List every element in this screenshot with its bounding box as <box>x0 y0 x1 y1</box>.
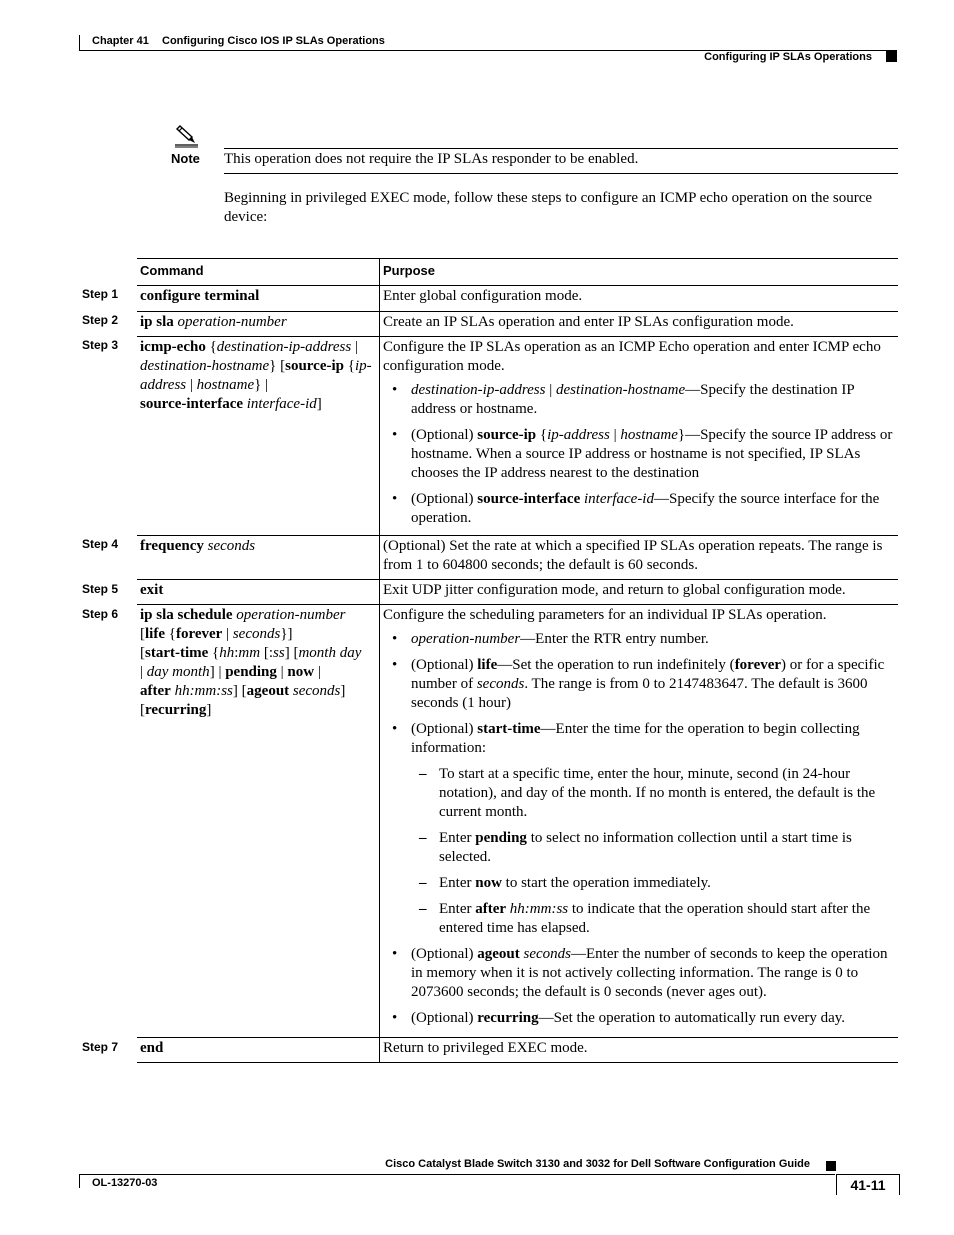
brace: { <box>539 427 548 443</box>
optional: (Optional) <box>411 721 474 737</box>
kw: source-interface <box>477 491 581 507</box>
optional: (Optional) <box>411 946 474 962</box>
arg: seconds <box>232 626 281 642</box>
cmd-brace: } <box>254 377 262 393</box>
command-text: end <box>140 1040 164 1056</box>
kw: source-ip <box>477 427 537 443</box>
sub-list-item <box>411 829 895 867</box>
kw: ageout <box>477 946 520 962</box>
desc: to indicate that the operation should start after the entered time has elapsed. <box>439 901 871 936</box>
cmd-arg: interface-id <box>246 396 317 412</box>
sub-list <box>411 765 895 938</box>
list-item <box>383 490 895 528</box>
purpose-cell: Enter global configuration mode. <box>380 286 899 312</box>
br: [ <box>140 702 145 718</box>
desc: Enter <box>439 901 472 917</box>
arg: operation-number <box>236 607 346 623</box>
command-text: exit <box>140 582 164 598</box>
kw: after <box>140 683 171 699</box>
desc: ) or for a specific number of <box>411 657 885 692</box>
pipe: | <box>226 626 230 642</box>
purpose-cell: Exit UDP jitter configuration mode, and return to global configuration mode. <box>380 580 899 605</box>
step-label-2: Step 2 <box>82 313 119 327</box>
br: [ <box>241 683 247 699</box>
pipe: | <box>549 382 553 398</box>
command-cell <box>137 580 380 605</box>
page-number: 41-11 <box>836 1174 900 1195</box>
bullet-list <box>383 381 895 528</box>
kw: pending <box>225 664 277 680</box>
br: ] <box>284 645 290 661</box>
kw: ageout <box>246 683 290 699</box>
cmd-arg: destination-ip-address <box>216 339 352 355</box>
table-row <box>137 580 898 605</box>
optional: (Optional) <box>411 491 474 507</box>
arg: interface-id <box>584 491 654 507</box>
purpose-cell: (Optional) Set the rate at which a specified IP SLAs operation repeats. The range is from 1 to 604800 seconds; the default is 60 seconds. <box>380 536 899 580</box>
br: ] <box>209 664 215 680</box>
desc: —Enter the RTR entry number. <box>520 631 709 647</box>
kw: forever <box>175 626 223 642</box>
kw: start-time <box>477 721 541 737</box>
purpose-cell <box>380 605 899 1038</box>
optional: (Optional) <box>411 657 474 673</box>
sub-list-item <box>411 874 895 893</box>
arg: hh <box>219 645 235 661</box>
list-item <box>383 1009 895 1028</box>
kw: forever <box>734 657 782 673</box>
command-keyword: frequency <box>140 538 204 554</box>
desc: Enter <box>439 830 472 846</box>
cmd-arg: destination-hostname <box>140 358 270 374</box>
brace: } <box>677 427 686 443</box>
command-text: configure terminal <box>140 288 260 304</box>
purpose-text: Configure the IP SLAs operation as an ICMP Echo operation and enter ICMP echo configuration mode. <box>383 339 881 374</box>
step-label-5: Step 5 <box>82 582 119 596</box>
list-item <box>383 656 895 713</box>
cmd-arg: hostname <box>196 377 255 393</box>
optional: (Optional) <box>411 1010 474 1026</box>
kw: now <box>475 875 502 891</box>
table-row <box>137 337 898 536</box>
step-label-7: Step 7 <box>82 1040 119 1054</box>
br: { <box>212 645 220 661</box>
command-cell <box>137 286 380 312</box>
header-marker-block <box>886 51 897 62</box>
desc: to start the operation immediately. <box>505 875 711 891</box>
cmd-pipe: | <box>189 377 193 393</box>
purpose-cell: Create an IP SLAs operation and enter IP SLAs configuration mode. <box>380 312 899 337</box>
note-label: Note <box>171 151 200 166</box>
cmd-keyword: source-interface <box>140 396 244 412</box>
header-chapter: Chapter 41 <box>92 35 149 47</box>
desc: To start at a specific time, enter the hour, minute, second (in 24-hour notation), and day of the month. If no month is entered, the default is the current month. <box>439 766 876 820</box>
kw: life <box>145 626 165 642</box>
cmd-bracket: [ <box>280 358 286 374</box>
desc: Enter <box>439 875 472 891</box>
command-cell <box>137 1038 380 1063</box>
br: ] <box>232 683 238 699</box>
br: [: <box>263 645 274 661</box>
command-cell <box>137 605 380 1038</box>
arg: ip-address <box>547 427 610 443</box>
kw: recurring <box>145 702 207 718</box>
br: }] <box>280 626 293 642</box>
cmd-pipe: | <box>354 339 358 355</box>
arg: seconds <box>476 676 525 692</box>
arg: day month <box>146 664 210 680</box>
cmd-arg: ip-address <box>140 358 372 393</box>
note-top-rule <box>224 148 898 149</box>
br: [ <box>140 626 145 642</box>
arg: destination-hostname <box>555 382 686 398</box>
arg: hh:mm:ss <box>174 683 233 699</box>
br: { <box>168 626 176 642</box>
table-row <box>137 1038 898 1063</box>
step-label-3: Step 3 <box>82 338 119 352</box>
table-row <box>137 286 898 312</box>
sub-list-item <box>411 765 895 822</box>
arg: seconds <box>523 946 571 962</box>
sub-list-item <box>411 900 895 938</box>
note-bottom-rule <box>224 173 898 174</box>
br: ] <box>206 702 212 718</box>
command-cell <box>137 337 380 536</box>
table-row <box>137 312 898 337</box>
footer-doc-number: OL-13270-03 <box>92 1177 158 1189</box>
kw: ip sla schedule <box>140 607 233 623</box>
kw: now <box>287 664 315 680</box>
pipe: | <box>613 427 617 443</box>
br: ] <box>340 683 346 699</box>
kw: recurring <box>477 1010 539 1026</box>
pipe: | <box>280 664 284 680</box>
pencil-note-icon <box>172 124 200 148</box>
cmd-brace: { <box>209 339 217 355</box>
pipe: | <box>317 664 321 680</box>
note-text: This operation does not require the IP SLAs responder to be enabled. <box>224 151 639 167</box>
command-cell <box>137 312 380 337</box>
cmd-brace: } <box>269 358 277 374</box>
desc: —Specify the source IP address or hostname. When a source IP address or hostname is not specified, IP SLAs chooses the IP address nearest to the destination <box>411 427 893 481</box>
intro-paragraph: Beginning in privileged EXEC mode, follow these steps to configure an ICMP echo operation on the source device: <box>224 190 873 225</box>
list-item <box>383 720 895 938</box>
arg: ss <box>273 645 285 661</box>
cmd-brace: { <box>347 358 355 374</box>
bullet-list <box>383 630 895 1028</box>
list-item <box>383 945 895 1002</box>
table-row <box>137 605 898 1038</box>
footer-vertical-rule <box>79 1174 80 1188</box>
header-chapter-title: Configuring Cisco IOS IP SLAs Operations <box>162 35 385 47</box>
kw: life <box>477 657 498 673</box>
desc: —Specify the source interface for the operation. <box>411 491 880 526</box>
cmd-bracket: ] <box>316 396 322 412</box>
kw: pending <box>475 830 527 846</box>
command-keyword: ip sla <box>140 314 174 330</box>
list-item <box>383 426 895 483</box>
arg: operation-number <box>411 631 521 647</box>
arg: hh:mm:ss <box>509 901 569 917</box>
cmd-keyword: icmp-echo <box>140 339 206 355</box>
table-row <box>137 536 898 580</box>
footer-guide-title: Cisco Catalyst Blade Switch 3130 and 3032 for Dell Software Configuration Guide <box>385 1158 810 1170</box>
purpose-cell <box>380 337 899 536</box>
command-table <box>137 258 898 1063</box>
footer-marker-block <box>826 1161 836 1171</box>
desc: —Enter the time for the operation to begin collecting information: <box>411 721 860 756</box>
command-argument: seconds <box>207 538 256 554</box>
cmd-keyword: source-ip <box>285 358 344 374</box>
arg: seconds <box>292 683 341 699</box>
colon: : <box>234 645 239 661</box>
arg: mm <box>238 645 261 661</box>
step-label-1: Step 1 <box>82 287 119 301</box>
purpose-text: Configure the scheduling parameters for an individual IP SLAs operation. <box>383 607 827 623</box>
br: [ <box>140 645 145 661</box>
table-header-row <box>137 259 898 286</box>
desc: —Specify the destination IP address or hostname. <box>411 382 855 417</box>
desc: —Enter the number of seconds to keep the operation in memory when it is not actively collecting information. The range is 0 to 2073600 seconds; the default is 0 seconds (never ages out). <box>411 946 888 1000</box>
command-argument: operation-number <box>177 314 287 330</box>
column-header-command: Command <box>137 259 380 286</box>
step-label-4: Step 4 <box>82 537 119 551</box>
desc: . The range is from 0 to 2147483647. The default is 3600 seconds (1 hour) <box>411 676 868 711</box>
optional: (Optional) <box>411 427 474 443</box>
arg: destination-ip-address <box>411 382 546 398</box>
column-header-purpose: Purpose <box>380 259 899 286</box>
arg: hostname <box>620 427 678 443</box>
kw: start-time <box>145 645 209 661</box>
br: [ <box>293 645 299 661</box>
pipe: | <box>140 664 144 680</box>
command-cell <box>137 536 380 580</box>
desc: to select no information collection until a start time is selected. <box>439 830 852 865</box>
desc: —Set the operation to automatically run every day. <box>538 1010 846 1026</box>
desc: —Set the operation to run indefinitely ( <box>497 657 735 673</box>
arg: month day <box>298 645 362 661</box>
footer-rule <box>79 1174 835 1175</box>
header-section-title: Configuring IP SLAs Operations <box>704 51 872 63</box>
list-item <box>383 630 895 649</box>
kw: after <box>475 901 507 917</box>
list-item <box>383 381 895 419</box>
pipe: | <box>218 664 222 680</box>
purpose-cell: Return to privileged EXEC mode. <box>380 1038 899 1063</box>
cmd-pipe: | <box>265 377 269 393</box>
step-label-6: Step 6 <box>82 607 119 621</box>
header-vertical-rule <box>79 35 80 50</box>
